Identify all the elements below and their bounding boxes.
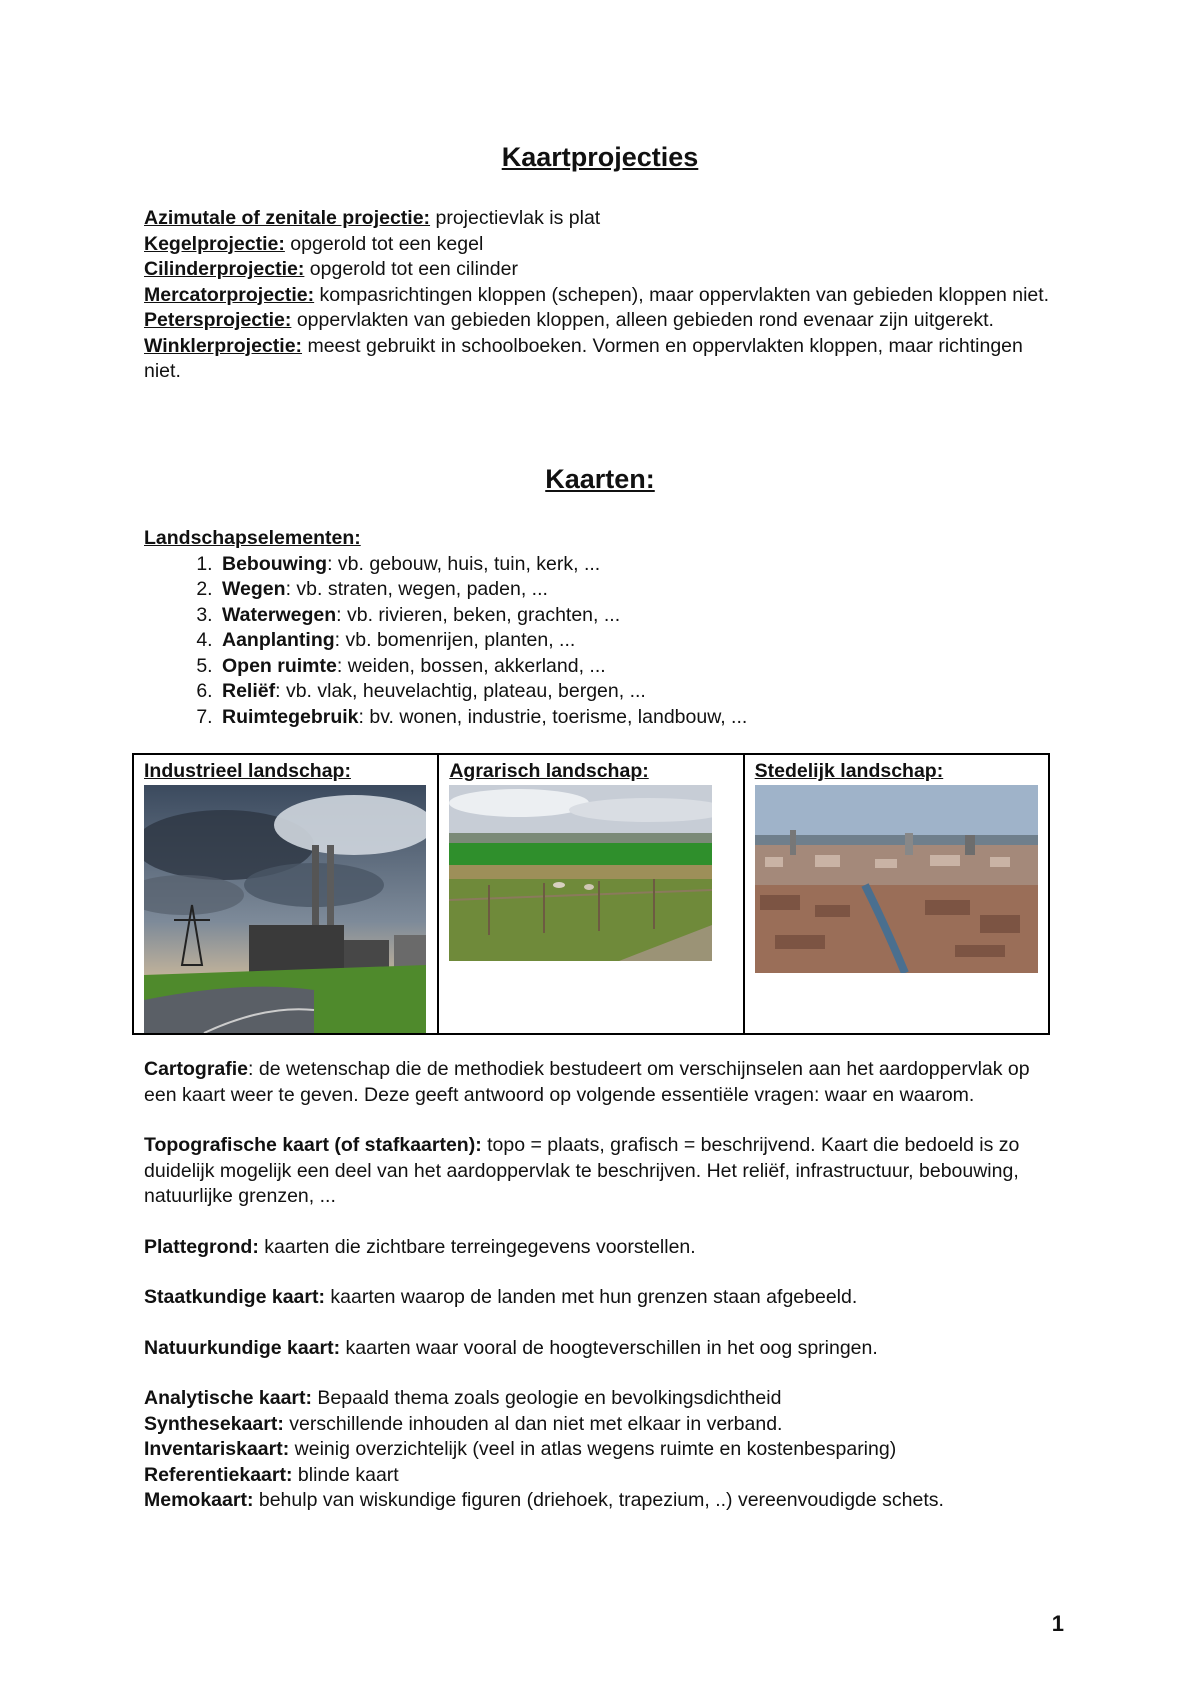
urban-landscape-photo (755, 785, 1038, 973)
page-title: Kaartprojecties (501, 142, 699, 172)
projection-mercator: Mercatorprojectie: kompasrichtingen kloppen (schepen), maar oppervlakten van gebieden kloppen niet. (144, 283, 1050, 306)
list-item: 6. Reliëf: vb. vlak, heuvelachtig, plateau, bergen, ... (218, 679, 1064, 705)
caption-industrial: Industrieel landschap: (144, 760, 351, 782)
def-staatkundige-kaart: Staatkundige kaart: kaarten waarop de landen met hun grenzen staan afgebeeld. (144, 1286, 858, 1308)
def-cartografie: Cartografie: de wetenschap die de methodiek bestudeert om verschijnselen aan het aardoppervlak op een kaart weer te geven. Deze geeft antwoord op volgende essentiële vragen: waar en waarom. (144, 1058, 1030, 1106)
cell-industrial (133, 754, 438, 1034)
cell-agrarian (438, 754, 743, 1034)
projection-winkler: Winklerprojectie: meest gebruikt in schoolboeken. Vormen en oppervlakten kloppen, maar richtingen niet. (144, 334, 1023, 382)
industrial-landscape-photo (144, 785, 426, 1033)
projection-cilinder: Cilinderprojectie: opgerold tot een cilinder (144, 258, 518, 280)
map-type-memo: Memokaart: behulp van wiskundige figuren (driehoek, trapezium, ..) vereenvoudigde schets. (144, 1489, 944, 1511)
landscape-table (132, 753, 1050, 1035)
projection-kegel: Kegelprojectie: opgerold tot een kegel (144, 232, 484, 255)
projection-peters: Petersprojectie: oppervlakten van gebieden kloppen, alleen gebieden rond evenaar zijn uitgerekt. (144, 309, 994, 331)
agrarian-landscape-photo (449, 785, 712, 961)
map-type-analytisch: Analytische kaart: Bepaald thema zoals geologie en bevolkingsdichtheid (144, 1387, 782, 1409)
def-plattegrond: Plattegrond: kaarten die zichtbare terreingegevens voorstellen. (144, 1235, 696, 1258)
list-item: 2. Wegen: vb. straten, wegen, paden, ... (218, 577, 1064, 603)
definitions (144, 1057, 1064, 1514)
map-type-inventaris: Inventariskaart: weinig overzichtelijk (veel in atlas wegens ruimte en kostenbesparing) (144, 1438, 897, 1460)
elements-list (144, 552, 1064, 731)
landscape-heading: Landschapselementen: (144, 527, 361, 549)
section-title-kaarten: Kaarten: (545, 464, 655, 494)
list-item: 1. Bebouwing: vb. gebouw, huis, tuin, kerk, ... (218, 552, 1064, 578)
def-natuurkundige-kaart: Natuurkundige kaart: kaarten waar vooral de hoogteverschillen in het oog springen. (144, 1336, 878, 1359)
list-item: 3. Waterwegen: vb. rivieren, beken, grachten, ... (218, 603, 1064, 629)
map-type-synthese: Synthesekaart: verschillende inhouden al dan niet met elkaar in verband. (144, 1412, 783, 1435)
projection-azimutal: Azimutale of zenitale projectie: projectievlak is plat (144, 207, 601, 229)
caption-agrarian: Agrarisch landschap: (449, 760, 649, 782)
caption-urban: Stedelijk landschap: (754, 760, 944, 782)
projections-list (144, 206, 1064, 385)
list-item: 5. Open ruimte: weiden, bossen, akkerland, ... (218, 654, 1064, 680)
landscape-elements (144, 526, 1064, 730)
list-item: 4. Aanplanting: vb. bomenrijen, planten, ... (218, 628, 1064, 654)
cell-urban (744, 754, 1049, 1034)
list-item: 7. Ruimtegebruik: bv. wonen, industrie, toerisme, landbouw, ... (218, 705, 1064, 731)
map-type-referentie: Referentiekaart: blinde kaart (144, 1463, 399, 1486)
page-number: 1 (1051, 1611, 1064, 1636)
def-topografische-kaart: Topografische kaart (of stafkaarten): topo = plaats, grafisch = beschrijvend. Kaart die bedoeld is zo duidelijk mogelijk een deel van het aardoppervlak te beschrijven. Het reliëf, infrastructuur, bebouwing, natuurlijke grenzen, ... (144, 1134, 1020, 1207)
